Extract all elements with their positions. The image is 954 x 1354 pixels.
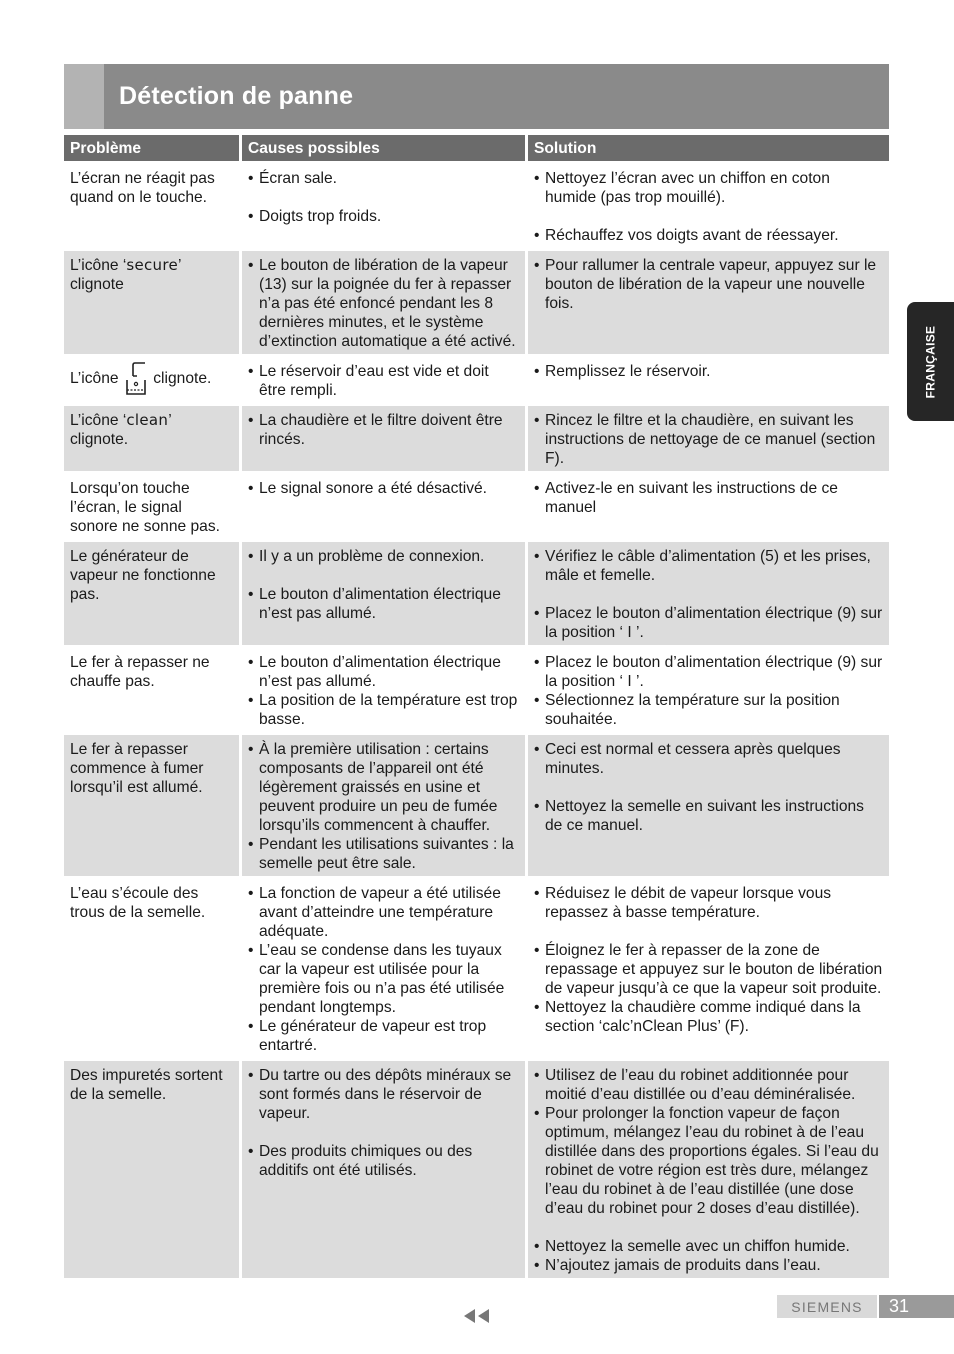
- solution-cell: [528, 1058, 889, 1278]
- bullet-item: • Pour prolonger la fonction vapeur de façon optimum, mélangez l’eau du robinet à de l’eau distillée dans des proportions égales. Si l’eau du robinet de votre région est très dure, mélangez l’eau du robinet à de l’eau distillée (une dose d’eau du robinet pour 2 doses d’eau distillée).: [534, 1104, 883, 1218]
- solution-cell: [528, 539, 889, 645]
- problem-cell: Le fer à repasser ne chauffe pas.: [64, 645, 242, 732]
- section-header: [64, 64, 889, 129]
- bullet-item: • Il y a un problème de connexion.: [248, 547, 519, 566]
- causes-cell: [242, 248, 528, 354]
- water-tank-icon: [125, 362, 147, 396]
- problem-cell: L’eau s’écoule des trous de la semelle.: [64, 876, 242, 1058]
- table-row: [64, 645, 889, 732]
- causes-cell: [242, 354, 528, 403]
- problem-text-pre: L’icône: [70, 370, 119, 388]
- bullet-item: • Vérifiez le câble d’alimentation (5) et les prises, mâle et femelle.: [534, 547, 883, 585]
- bullet-item: • Réchauffez vos doigts avant de réessayer.: [534, 226, 883, 245]
- bullet-item: • Le générateur de vapeur est trop entartré.: [248, 1017, 519, 1055]
- troubleshooting-table: [64, 135, 889, 1278]
- causes-cell: [242, 161, 528, 248]
- problem-cell: [64, 354, 242, 403]
- problem-text-post: ’ clignote: [70, 257, 181, 293]
- bullet-item: • Le bouton d’alimentation électrique n’est pas allumé.: [248, 653, 519, 691]
- solution-cell: [528, 161, 889, 248]
- bullet-item: • Le bouton de libération de la vapeur (13) sur la poignée du fer à repasser n’a pas été enfoncé pendant les 8 dernières minutes, et le système d’extinction automatique a été activé.: [248, 256, 519, 351]
- bullet-item: • Écran sale.: [248, 169, 519, 188]
- group-spacer: [534, 1218, 883, 1237]
- page-title: Détection de panne: [119, 82, 354, 110]
- group-spacer: [248, 188, 519, 207]
- bullet-item: • La position de la température est trop basse.: [248, 691, 519, 729]
- group-spacer: [534, 778, 883, 797]
- bullet-item: • Nettoyez la semelle en suivant les instructions de ce manuel.: [534, 797, 883, 835]
- table-row: [64, 354, 889, 403]
- problem-cell: Lorsqu’on touche l’écran, le signal sonore ne sonne pas.: [64, 471, 242, 539]
- solution-cell: [528, 471, 889, 539]
- table-row: [64, 471, 889, 539]
- bullet-item: • L’eau se condense dans les tuyaux car la vapeur est utilisée pour la première fois ou n’a pas été utilisée pendant longtemps.: [248, 941, 519, 1017]
- bullet-item: • Du tartre ou des dépôts minéraux se sont formés dans le réservoir de vapeur.: [248, 1066, 519, 1123]
- bullet-item: • La chaudière et le filtre doivent être rincés.: [248, 411, 519, 449]
- problem-cell: L’écran ne réagit pas quand on le touche.: [64, 161, 242, 248]
- group-spacer: [534, 585, 883, 604]
- column-header-problem: Problème: [64, 135, 242, 161]
- column-header-causes: Causes possibles: [242, 135, 528, 161]
- bullet-item: • Nettoyez la chaudière comme indiqué dans la section ‘calc’nClean Plus’ (F).: [534, 998, 883, 1036]
- problem-text-pre: L’icône ‘: [70, 257, 127, 274]
- bullet-item: • La fonction de vapeur a été utilisée avant d’atteindre une température adéquate.: [248, 884, 519, 941]
- bullet-item: • Rincez le filtre et la chaudière, en suivant les instructions de nettoyage de ce manuel (section F).: [534, 411, 883, 468]
- bullet-item: • Ceci est normal et cessera après quelques minutes.: [534, 740, 883, 778]
- bullet-item: • Placez le bouton d’alimentation électrique (9) sur la position ‘ I ’.: [534, 604, 883, 642]
- solution-cell: [528, 876, 889, 1058]
- previous-page-arrows-icon[interactable]: [463, 1308, 491, 1324]
- page-number-box: [879, 1295, 954, 1318]
- bullet-item: • Utilisez de l’eau du robinet additionnée pour moitié d’eau distillée ou d’eau déminéralisée.: [534, 1066, 883, 1104]
- bullet-item: • Doigts trop froids.: [248, 207, 519, 226]
- bullet-item: • Le signal sonore a été désactivé.: [248, 479, 519, 498]
- causes-cell: [242, 471, 528, 539]
- group-spacer: [534, 207, 883, 226]
- table-row: [64, 403, 889, 471]
- header-accent-block: [64, 64, 104, 129]
- solution-cell: [528, 403, 889, 471]
- problem-cell: Des impuretés sortent de la semelle.: [64, 1058, 242, 1278]
- table-row: [64, 732, 889, 876]
- solution-cell: [528, 354, 889, 403]
- causes-cell: [242, 645, 528, 732]
- causes-cell: [242, 539, 528, 645]
- bullet-item: • Activez-le en suivant les instructions de ce manuel: [534, 479, 883, 517]
- bullet-item: • Remplissez le réservoir.: [534, 362, 883, 381]
- table-row: [64, 1058, 889, 1278]
- table-row: [64, 161, 889, 248]
- causes-cell: [242, 732, 528, 876]
- bullet-item: • Le réservoir d’eau est vide et doit être rempli.: [248, 362, 519, 400]
- causes-cell: [242, 876, 528, 1058]
- solution-cell: [528, 248, 889, 354]
- language-tab: [907, 302, 954, 421]
- solution-cell: [528, 645, 889, 732]
- bullet-item: • Nettoyez la semelle avec un chiffon humide.: [534, 1237, 883, 1256]
- group-spacer: [534, 922, 883, 941]
- bullet-item: • Pour rallumer la centrale vapeur, appuyez sur le bouton de libération de la vapeur une nouvelle fois.: [534, 256, 883, 313]
- problem-text-post: ’ clignote.: [70, 412, 172, 448]
- bullet-item: • Éloignez le fer à repasser de la zone de repassage et appuyez sur le bouton de libération de vapeur jusqu’à ce que la vapeur soit produite.: [534, 941, 883, 998]
- group-spacer: [248, 1123, 519, 1142]
- bullet-item: • Sélectionnez la température sur la position souhaitée.: [534, 691, 883, 729]
- display-indicator-text: clean: [126, 411, 169, 429]
- problem-cell: [64, 248, 242, 354]
- bullet-item: • À la première utilisation : certains composants de l’appareil ont été légèrement graissés en usine et peuvent produire un peu de fumée lorsqu’ils commencent à chauffer.: [248, 740, 519, 835]
- table-header-row: [64, 135, 889, 161]
- causes-cell: [242, 403, 528, 471]
- bullet-item: • Placez le bouton d’alimentation électrique (9) sur la position ‘ I ’.: [534, 653, 883, 691]
- problem-cell: Le fer à repasser commence à fumer lorsqu’il est allumé.: [64, 732, 242, 876]
- column-header-solution: Solution: [528, 135, 889, 161]
- bullet-item: • Pendant les utilisations suivantes : la semelle peut être sale.: [248, 835, 519, 873]
- page-number: 31: [889, 1296, 910, 1316]
- bullet-item: • Réduisez le débit de vapeur lorsque vous repassez à basse température.: [534, 884, 883, 922]
- problem-cell: Le générateur de vapeur ne fonctionne pas.: [64, 539, 242, 645]
- table-row: [64, 539, 889, 645]
- brand-label: [777, 1295, 877, 1318]
- language-tab-label: FRANÇAISE: [923, 325, 938, 398]
- problem-cell: [64, 403, 242, 471]
- table-row: [64, 876, 889, 1058]
- bullet-item: • Le bouton d’alimentation électrique n’est pas allumé.: [248, 585, 519, 623]
- bullet-item: • N’ajoutez jamais de produits dans l’eau.: [534, 1256, 883, 1275]
- bullet-item: • Des produits chimiques ou des additifs ont été utilisés.: [248, 1142, 519, 1180]
- group-spacer: [248, 566, 519, 585]
- problem-text-pre: L’icône ‘: [70, 412, 127, 429]
- solution-cell: [528, 732, 889, 876]
- causes-cell: [242, 1058, 528, 1278]
- bullet-item: • Nettoyez l’écran avec un chiffon en coton humide (pas trop mouillé).: [534, 169, 883, 207]
- display-indicator-text: secure: [126, 256, 179, 274]
- problem-text-post: clignote.: [153, 370, 212, 388]
- table-row: [64, 248, 889, 354]
- brand-name: SIEMENS: [791, 1298, 863, 1315]
